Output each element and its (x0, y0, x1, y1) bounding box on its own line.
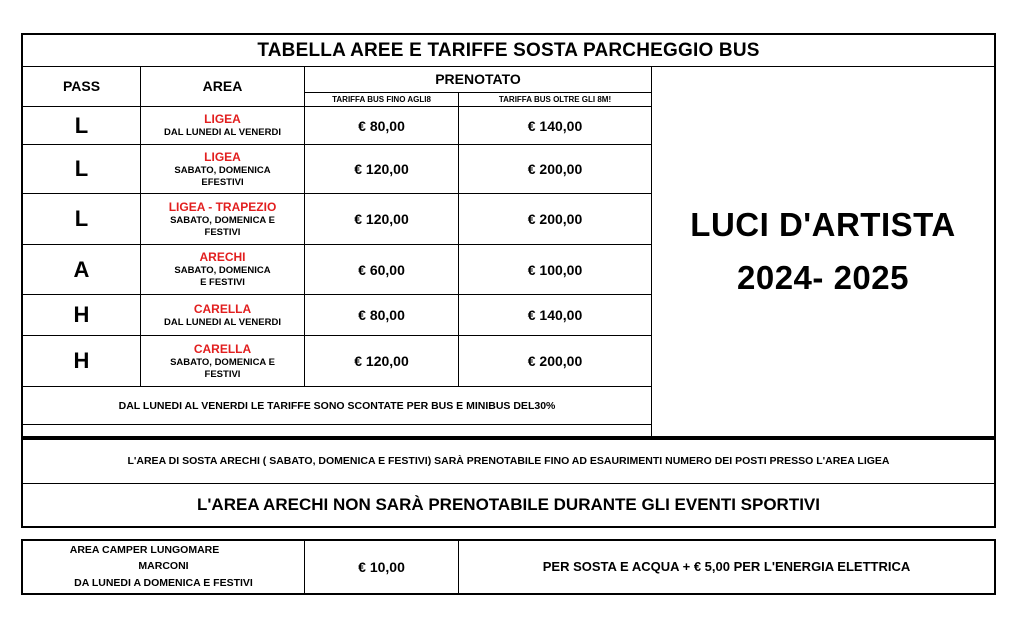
camper-line: DA LUNEDI A DOMENICA E FESTIVI (74, 576, 253, 589)
price-up-to-8m: € 120,00 (354, 353, 409, 369)
header-prenotato: PRENOTATO (435, 71, 521, 87)
arechi-booking-note: L'AREA DI SOSTA ARECHI ( SABATO, DOMENICA E FESTIVI) SARÀ PRENOTABILE FINO AD ESAURIMENTI NUMERO DEI POSTI PRESSO L'AREA LIGEA (127, 455, 890, 467)
area-days: EFESTIVI (201, 176, 244, 188)
pass-code: H (73, 302, 90, 327)
price-up-to-8m: € 120,00 (354, 211, 409, 227)
price-up-to-8m: € 120,00 (354, 161, 409, 177)
price-over-8m: € 100,00 (527, 261, 583, 278)
price-up-to-8m: € 80,00 (358, 307, 405, 323)
area-days: SABATO, DOMENICA (174, 164, 271, 176)
camper-price: € 10,00 (358, 558, 405, 575)
pass-code: L (74, 156, 89, 181)
area-name: LIGEA (204, 149, 241, 164)
area-days: SABATO, DOMENICA E (170, 356, 275, 368)
area-name: LIGEA - TRAPEZIO (168, 199, 277, 214)
header-tariff-over-8m: TARIFFA BUS OLTRE GLI 8M! (498, 94, 612, 104)
camper-note: PER SOSTA E ACQUA + € 5,00 PER L'ENERGIA ELETTRICA (542, 559, 911, 574)
event-name: LUCI D'ARTISTA (690, 206, 956, 244)
area-name: LIGEA (204, 112, 241, 127)
area-cell (141, 107, 304, 144)
camper-area-label (23, 540, 304, 593)
area-cell (141, 194, 304, 244)
area-cell (141, 336, 304, 386)
area-days: DAL LUNEDI AL VENERDI (163, 316, 281, 328)
price-over-8m: € 200,00 (527, 161, 583, 177)
arechi-sport-note: L'AREA ARECHI NON SARÀ PRENOTABILE DURANTE GLI EVENTI SPORTIVI (197, 495, 820, 514)
table-title: TABELLA AREE E TARIFFE SOSTA PARCHEGGIO BUS (257, 39, 760, 61)
camper-line: AREA CAMPER LUNGOMARE (69, 544, 220, 557)
area-name: CARELLA (193, 341, 252, 356)
area-cell (141, 245, 304, 294)
pass-code: H (73, 348, 90, 373)
discount-note: DAL LUNEDI AL VENERDI LE TARIFFE SONO SCONTATE PER BUS E MINIBUS DEL30% (118, 399, 556, 412)
divider (21, 424, 651, 425)
event-title (652, 67, 994, 437)
header-area: AREA (202, 78, 243, 94)
header-pass: PASS (62, 78, 101, 94)
price-over-8m: € 140,00 (527, 117, 583, 134)
area-name: ARECHI (199, 250, 246, 265)
area-days: FESTIVI (204, 226, 241, 238)
price-over-8m: € 200,00 (527, 211, 583, 227)
price-over-8m: € 200,00 (527, 353, 583, 369)
area-days: E FESTIVI (200, 277, 245, 288)
pass-code: A (73, 256, 90, 282)
header-tariff-up-to-8m: TARIFFA BUS FINO AGLI8 (332, 94, 431, 104)
area-days: SABATO, DOMENICA (174, 265, 271, 277)
price-over-8m: € 140,00 (527, 307, 583, 323)
event-years: 2024- 2025 (737, 259, 909, 296)
area-days: FESTIVI (204, 368, 241, 380)
area-cell (141, 145, 304, 193)
area-cell (141, 295, 304, 335)
camper-line: MARCONI (138, 560, 189, 573)
price-up-to-8m: € 60,00 (358, 261, 405, 278)
area-days: SABATO, DOMENICA E (170, 214, 275, 226)
pass-code: L (74, 112, 89, 138)
price-up-to-8m: € 80,00 (358, 117, 405, 134)
pass-code: L (74, 206, 89, 231)
area-name: CARELLA (193, 301, 252, 316)
area-days: DAL LUNEDI AL VENERDI (163, 127, 281, 139)
